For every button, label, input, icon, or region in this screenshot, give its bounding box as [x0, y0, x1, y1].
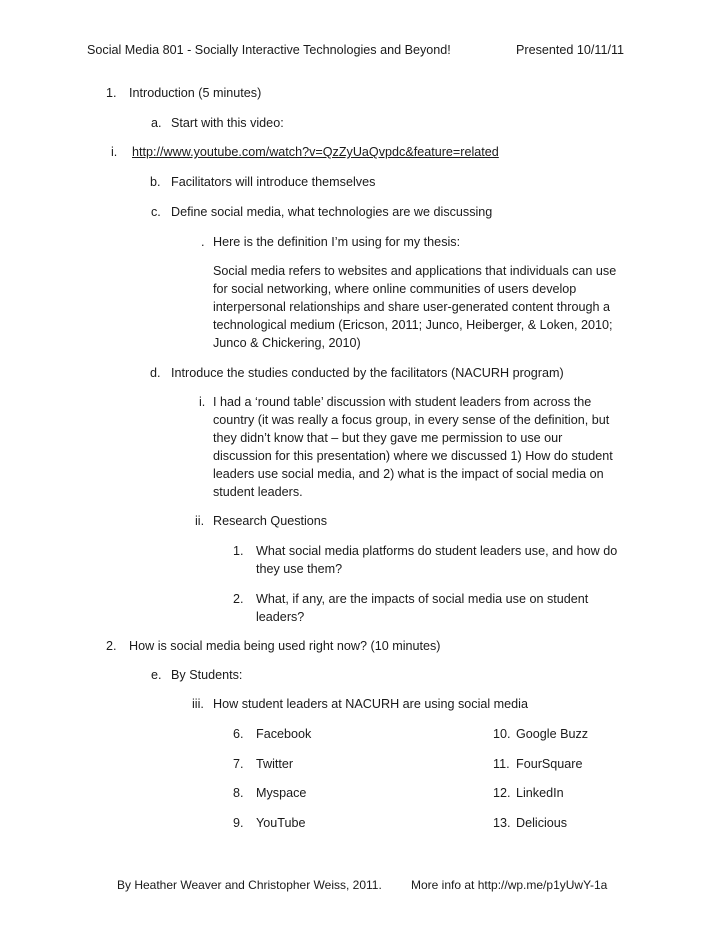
- item-e-iii-text: How student leaders at NACURH are using social media: [213, 697, 528, 711]
- item-d-ii-number: ii.: [195, 514, 205, 528]
- section-2-title: How is social media being used right now? (10 minutes): [129, 639, 441, 653]
- paragraph-line: discussion for this presentation) where we discussed 1) How do student: [213, 449, 613, 463]
- platform-name: FourSquare: [516, 757, 583, 771]
- header-title: Social Media 801 - Socially Interactive Technologies and Beyond!: [87, 43, 451, 57]
- platform-name: Google Buzz: [516, 727, 589, 741]
- item-a-text: Start with this video:: [171, 116, 284, 130]
- footer-more-info: More info at http://wp.me/p1yUwY-1a: [411, 878, 608, 892]
- video-link-number: i.: [111, 145, 118, 159]
- definition-paragraph: [213, 262, 616, 352]
- item-b-number: b.: [150, 175, 161, 189]
- item-d-text: Introduce the studies conducted by the facilitators (NACURH program): [171, 366, 564, 380]
- platform-name: Delicious: [516, 816, 568, 830]
- section-2-number: 2.: [106, 639, 117, 653]
- definition-line: Social media refers to websites and applications that individuals can use: [213, 264, 617, 278]
- definition-line: for social networking, where online communities of users develop: [213, 282, 577, 296]
- definition-line: Junco & Chickering, 2010): [213, 336, 361, 350]
- research-question-2: [256, 590, 588, 626]
- item-d-number: d.: [150, 366, 161, 380]
- platform-number: 9.: [233, 816, 244, 830]
- item-c-text: Define social media, what technologies are we discussing: [171, 205, 493, 219]
- question-line: What social media platforms do student leaders use, and how do: [256, 544, 618, 558]
- platform-number: 12.: [493, 786, 511, 800]
- platform-number: 6.: [233, 727, 244, 741]
- question-line: leaders?: [256, 610, 305, 624]
- section-1-title: Introduction (5 minutes): [129, 86, 262, 100]
- item-e-number: e.: [151, 668, 162, 682]
- paragraph-line: country (it was really a focus group, in every sense of the definition, but: [213, 413, 610, 427]
- round-table-paragraph: [213, 393, 613, 501]
- platform-number: 7.: [233, 757, 244, 771]
- definition-line: interpersonal relationships and share user-generated content through a: [213, 300, 610, 314]
- platform-name: YouTube: [256, 816, 306, 830]
- platform-number: 8.: [233, 786, 244, 800]
- section-1-number: 1.: [106, 86, 117, 100]
- platform-number: 13.: [493, 816, 511, 830]
- question-line: they use them?: [256, 562, 343, 576]
- item-e-iii-number: iii.: [192, 697, 204, 711]
- definition-intro-text: Here is the definition I’m using for my thesis:: [213, 235, 461, 249]
- item-a-number: a.: [151, 116, 162, 130]
- paragraph-line: I had a ‘round table’ discussion with student leaders from across the: [213, 395, 592, 409]
- platform-number: 10.: [493, 727, 511, 741]
- item-c-number: c.: [151, 205, 161, 219]
- item-e-text: By Students:: [171, 668, 243, 682]
- platform-name: Twitter: [256, 757, 294, 771]
- definition-line: technological medium (Ericson, 2011; Junco, Heiberger, & Loken, 2010;: [213, 318, 613, 332]
- definition-intro-number: .: [201, 235, 205, 249]
- platform-name: LinkedIn: [516, 786, 564, 800]
- item-d-ii-text: Research Questions: [213, 514, 328, 528]
- platform-name: Myspace: [256, 786, 307, 800]
- header-date: Presented 10/11/11: [516, 43, 625, 57]
- item-d-i-number: i.: [199, 395, 206, 409]
- paragraph-line: they didn’t know that – but they gave me permission to use our: [213, 431, 563, 445]
- research-question-1: [256, 542, 617, 578]
- platform-name: Facebook: [256, 727, 312, 741]
- paragraph-line: student leaders.: [213, 485, 303, 499]
- paragraph-line: leaders use social media, and 2) what is the impact of social media on: [213, 467, 604, 481]
- platform-number: 11.: [493, 757, 510, 771]
- video-link[interactable]: http://www.youtube.com/watch?v=QzZyUaQvpdc&feature=related: [132, 145, 499, 159]
- research-question-2-number: 2.: [233, 592, 244, 606]
- question-line: What, if any, are the impacts of social media use on student: [256, 592, 589, 606]
- research-question-1-number: 1.: [233, 544, 244, 558]
- item-b-text: Facilitators will introduce themselves: [171, 175, 376, 189]
- footer-authors: By Heather Weaver and Christopher Weiss, 2011.: [117, 878, 382, 892]
